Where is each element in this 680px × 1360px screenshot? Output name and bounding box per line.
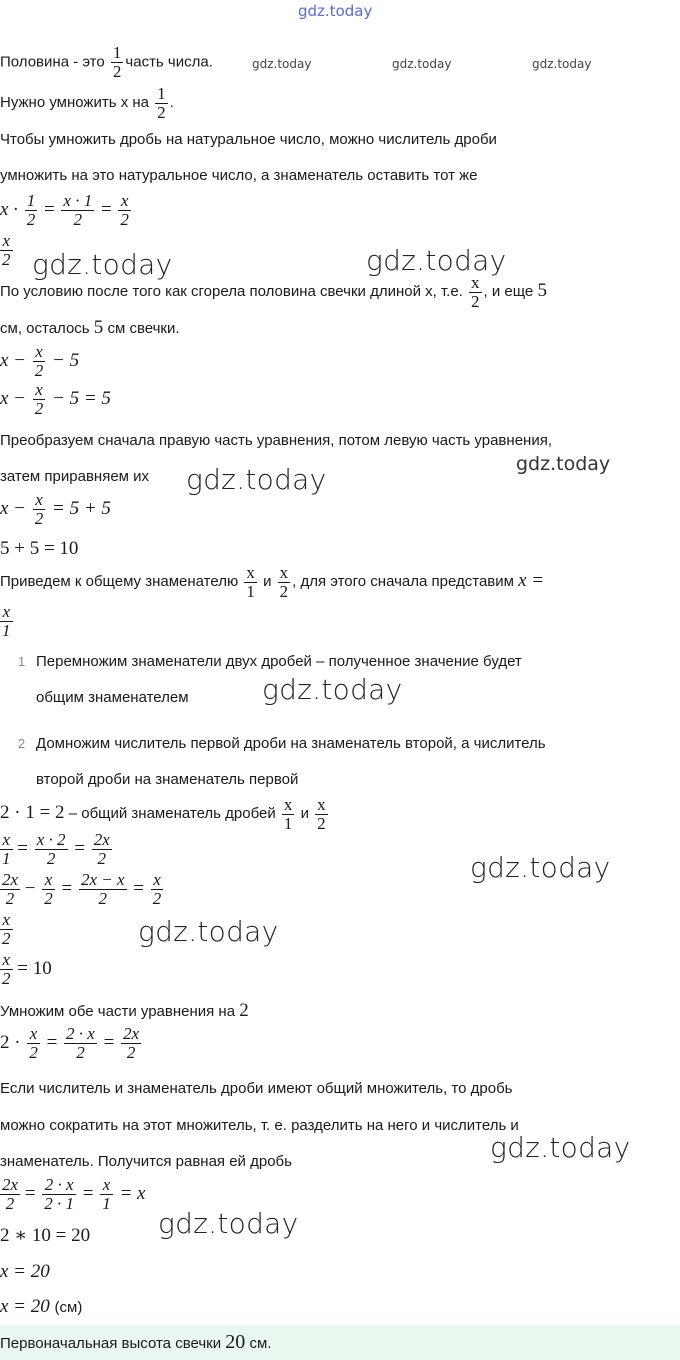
paragraph-common-denominator: Приведем к общему знаменателю $\frac{x}{1}$ и $\frac{x}{2}$ , для этого сначала представим x =: [0, 562, 545, 601]
text: часть числа.: [125, 53, 213, 71]
watermark: gdz.today: [532, 57, 592, 71]
equation-x-over-1: $\frac{x}{1}$: [2, 602, 11, 640]
watermark: gdz.today: [252, 57, 312, 71]
fraction-one-half: $\frac{1}{2}$: [157, 83, 166, 122]
equation-line: $\frac{x}{2}$ = 10: [2, 950, 52, 988]
list-item-text: Домножим числитель первой дроби на знаменатель второй, а числитель: [36, 735, 546, 752]
equation-line: $\frac{2x}{2}$ = $\frac{2 \cdot x}{2 \cdot 1}$ = $\frac{x}{1}$ = x: [2, 1175, 146, 1213]
equation-line: $\frac{x}{1}$ = $\frac{x \cdot 2}{2}$ = $\frac{2x}{2}$: [2, 830, 110, 868]
fraction-one-half: $\frac{1}{2}$: [112, 43, 122, 81]
line-multiply-by-half: [0, 84, 174, 122]
paragraph-line: Преобразуем сначала правую часть уравнения, потом левую часть уравнения,: [0, 432, 552, 449]
watermark: gdz.today: [470, 851, 611, 884]
final-answer: Первоначальная высота свечки 20 см.: [0, 1331, 272, 1353]
paragraph-line: Умножим обе части уравнения на 2: [0, 1000, 249, 1021]
watermark: gdz.today: [138, 915, 279, 948]
equation-line: $\frac{2x}{2}$ − $\frac{x}{2}$ = $\frac{2x - x}{2}$ = $\frac{x}{2}$: [2, 870, 162, 908]
watermark: gdz.today: [490, 1131, 631, 1164]
list-item-text: общим знаменателем: [36, 689, 189, 706]
watermark: gdz.today: [262, 673, 403, 706]
equation-line: 2 · $\frac{x}{2}$ = $\frac{2 \cdot x}{2}$ = $\frac{2x}{2}$: [0, 1024, 140, 1062]
watermark: gdz.today: [392, 57, 452, 71]
paragraph-condition: По условию после того как сгорела половина свечки длиной х, т.е. $\frac{x}{2}$ , и еще 5: [0, 272, 547, 311]
paragraph-common-denominator-result: 2 · 1 = 2 – общий знаменатель дробей $\frac{x}{1}$ и $\frac{x}{2}$: [0, 794, 326, 833]
watermark: gdz.today: [158, 1207, 299, 1240]
list-number: 2: [18, 736, 26, 751]
line-half-definition: [0, 44, 213, 81]
text: .: [169, 94, 174, 111]
equation-line: x − $\frac{x}{2}$ − 5 = 5: [0, 380, 111, 418]
equation-line: $\frac{x}{2}$: [2, 910, 11, 948]
list-item-text: Перемножим знаменатели двух дробей – полученное значение будет: [36, 653, 522, 670]
watermark: gdz.today: [186, 463, 327, 496]
equation-line: 2 ∗ 10 = 20: [0, 1225, 91, 1246]
equation-line: x = 20 (см): [0, 1296, 83, 1317]
text: Нужно умножить x на: [0, 94, 149, 111]
equation-line: x − $\frac{x}{2}$ − 5: [0, 342, 80, 380]
equation-line: x = 20: [0, 1261, 50, 1282]
paragraph-line: Чтобы умножить дробь на натуральное число, можно числитель дроби: [0, 131, 497, 148]
paragraph-line: умножить на это натуральное число, а знаменатель оставить тот же: [0, 167, 478, 184]
list-item-text: второй дроби на знаменатель первой: [36, 771, 299, 788]
paragraph-line: можно сократить на этот множитель, т. е. разделить на него и числитель и: [0, 1117, 519, 1134]
watermark: gdz.today: [366, 244, 507, 277]
watermark-top: gdz.today: [298, 2, 373, 20]
list-number: 1: [18, 654, 26, 669]
text: Половина - это: [0, 53, 105, 71]
equation-x-times-half: x · $\frac{1}{2}$ = $\frac{x \cdot 1}{2}$ = $\frac{x}{2}$: [0, 191, 129, 229]
paragraph-line: Если числитель и знаменатель дроби имеют общий множитель, то дробь: [0, 1080, 513, 1097]
paragraph-line: знаменатель. Получится равная ей дробь: [0, 1153, 292, 1170]
equation-line: x − $\frac{x}{2}$ = 5 + 5: [0, 490, 111, 528]
equation-line: 5 + 5 = 10: [0, 538, 79, 559]
paragraph-line: см, осталось 5 см свечки.: [0, 317, 180, 338]
paragraph-line: затем приравняем их: [0, 468, 150, 485]
watermark: gdz.today: [516, 453, 611, 475]
watermark: gdz.today: [32, 248, 173, 281]
equation-x-over-2: $\frac{x}{2}$: [2, 231, 11, 269]
